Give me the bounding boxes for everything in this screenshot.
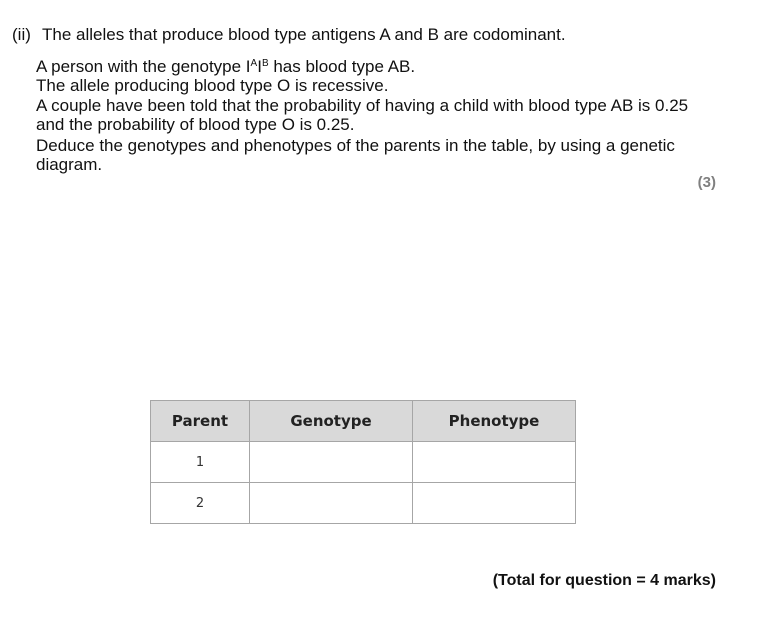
header-phenotype: Phenotype — [413, 401, 576, 442]
genotype-answer-cell[interactable] — [250, 442, 413, 483]
phenotype-answer-cell[interactable] — [413, 442, 576, 483]
total-marks: (Total for question = 4 marks) — [492, 572, 716, 589]
table-header-row — [151, 401, 576, 442]
marks-allocation: (3) — [697, 174, 716, 191]
parent-cell: 2 — [151, 483, 250, 524]
parents-table — [150, 400, 576, 524]
genotype-sentence — [36, 57, 415, 76]
instruction-line1: Deduce the genotypes and phenotypes of the parents in the table, by using a genetic — [36, 136, 675, 155]
probability-sentence-line2: and the probability of blood type O is 0.25. — [36, 115, 355, 134]
allele-i: I — [257, 57, 262, 76]
parent-cell: 1 — [151, 442, 250, 483]
instruction-line2: diagram. — [36, 155, 103, 174]
table-row — [151, 483, 576, 524]
genotype-sentence-end: has blood type AB. — [268, 57, 416, 76]
table-row — [151, 442, 576, 483]
genotype-sentence-start: A person with the genotype I — [36, 57, 251, 76]
genotype-answer-cell[interactable] — [250, 483, 413, 524]
allele-b-superscript: B — [261, 58, 269, 69]
recessive-sentence: The allele producing blood type O is recessive. — [36, 76, 389, 95]
allele-a-superscript: A — [250, 58, 258, 69]
question-number: (ii) — [12, 25, 31, 44]
phenotype-answer-cell[interactable] — [413, 483, 576, 524]
question-title: The alleles that produce blood type antigens A and B are codominant. — [42, 25, 566, 44]
probability-sentence-line1: A couple have been told that the probability of having a child with blood type AB is 0.25 — [36, 96, 689, 115]
header-genotype: Genotype — [250, 401, 413, 442]
header-parent: Parent — [151, 401, 250, 442]
